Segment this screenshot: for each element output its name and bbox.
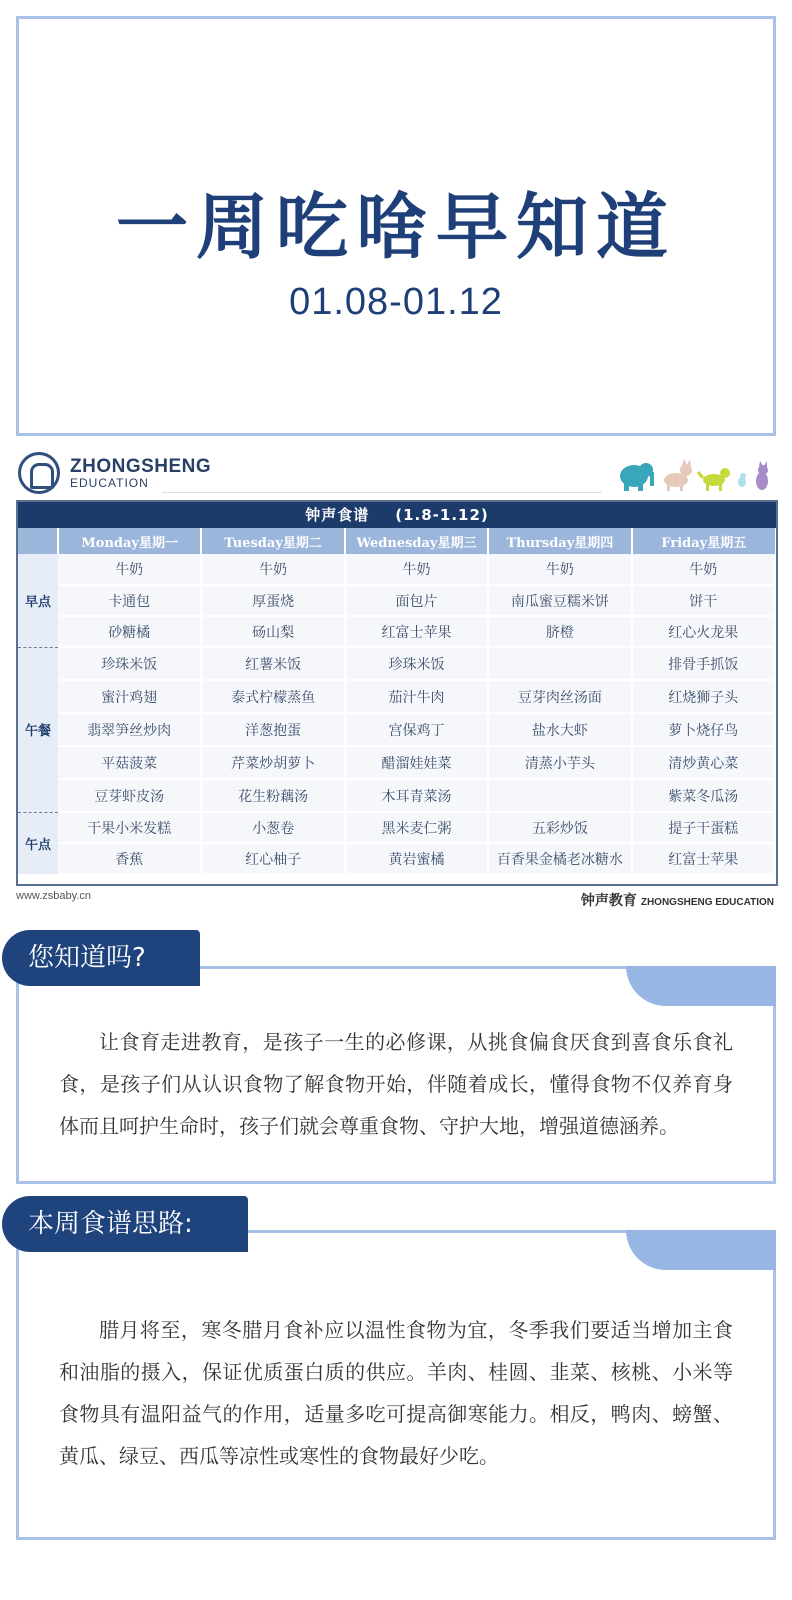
menu-cell: 脐橙 bbox=[488, 616, 631, 647]
section-tag-did-you-know: 您知道吗? bbox=[2, 930, 200, 986]
brand-subtitle: EDUCATION bbox=[70, 476, 149, 490]
menu-cell: 芹菜炒胡萝卜 bbox=[201, 746, 344, 779]
meal-label: 午点 bbox=[18, 812, 58, 874]
brand-name: ZHONGSHENG bbox=[70, 456, 212, 477]
footer-brand-en: ZHONGSHENG EDUCATION bbox=[640, 897, 774, 908]
page-title: 一周吃啥早知道 bbox=[115, 185, 676, 269]
menu-cell: 红心柚子 bbox=[201, 843, 344, 874]
table-row bbox=[18, 616, 775, 647]
meal-label: 早点 bbox=[18, 554, 58, 647]
menu-cell: 牛奶 bbox=[201, 554, 344, 585]
menu-cell: 砂糖橘 bbox=[58, 616, 201, 647]
menu-cell: 红心火龙果 bbox=[632, 616, 775, 647]
day-header: Friday星期五 bbox=[632, 528, 775, 554]
menu-cell: 牛奶 bbox=[632, 554, 775, 585]
dog-icon bbox=[698, 468, 730, 491]
menu-cell: 干果小米发糕 bbox=[58, 812, 201, 843]
menu-cell: 花生粉藕汤 bbox=[201, 779, 344, 812]
menu-cell: 卡通包 bbox=[58, 585, 201, 616]
menu-cell: 平菇菠菜 bbox=[58, 746, 201, 779]
menu-cell: 五彩炒饭 bbox=[488, 812, 631, 843]
menu-period: (1.8-1.12) bbox=[395, 506, 489, 524]
menu-cell: 清炒黄心菜 bbox=[632, 746, 775, 779]
table-row bbox=[18, 746, 775, 779]
menu-cell: 砀山梨 bbox=[201, 616, 344, 647]
brand-logo-icon bbox=[18, 452, 60, 494]
day-header: Wednesday星期三 bbox=[345, 528, 488, 554]
table-row bbox=[18, 680, 775, 713]
menu-header bbox=[18, 502, 776, 528]
bird-icon bbox=[738, 473, 746, 487]
table-row bbox=[18, 554, 775, 585]
day-header: Monday星期一 bbox=[58, 528, 201, 554]
menu-cell: 翡翠笋丝炒肉 bbox=[58, 713, 201, 746]
menu-cell: 小葱卷 bbox=[201, 812, 344, 843]
menu-cell: 珍珠米饭 bbox=[345, 647, 488, 680]
corner-decoration bbox=[626, 1230, 776, 1270]
meal-label: 午餐 bbox=[18, 647, 58, 812]
menu-cell: 面包片 bbox=[345, 585, 488, 616]
title-card bbox=[16, 16, 776, 436]
table-row bbox=[18, 585, 775, 616]
menu-cell bbox=[488, 647, 631, 680]
table-row bbox=[18, 812, 775, 843]
menu-cell: 珍珠米饭 bbox=[58, 647, 201, 680]
menu-cell: 泰式柠檬蒸鱼 bbox=[201, 680, 344, 713]
menu-cell: 宫保鸡丁 bbox=[345, 713, 488, 746]
menu-cell bbox=[488, 779, 631, 812]
menu-title: 钟声食谱 bbox=[305, 506, 370, 524]
menu-cell: 排骨手抓饭 bbox=[632, 647, 775, 680]
table-row bbox=[18, 713, 775, 746]
menu-cell: 红薯米饭 bbox=[201, 647, 344, 680]
corner-decoration bbox=[626, 966, 776, 1006]
table-row bbox=[18, 779, 775, 812]
menu-cell: 茄汁牛肉 bbox=[345, 680, 488, 713]
menu-cell: 木耳青菜汤 bbox=[345, 779, 488, 812]
menu-cell: 黑米麦仁粥 bbox=[345, 812, 488, 843]
menu-cell: 饼干 bbox=[632, 585, 775, 616]
menu-cell: 提子干蛋糕 bbox=[632, 812, 775, 843]
menu-grid bbox=[18, 528, 776, 875]
menu-image bbox=[12, 446, 782, 916]
menu-cell: 豆芽虾皮汤 bbox=[58, 779, 201, 812]
menu-cell: 厚蛋烧 bbox=[201, 585, 344, 616]
section-text: 腊月将至，寒冬腊月食补应以温性食物为宜，冬季我们要适当增加主食和油脂的摄入，保证优质蛋白质的供应。羊肉、桂圆、韭菜、核桃、小米等食物具有温阳益气的作用，适量多吃可提高御寒能力。相反，鸭肉、螃蟹、黄瓜、绿豆、西瓜等凉性或寒性的食物最好少吃。 bbox=[59, 1318, 733, 1468]
menu-cell: 清蒸小芋头 bbox=[488, 746, 631, 779]
brand-row bbox=[12, 446, 782, 500]
menu-cell: 南瓜蜜豆糯米饼 bbox=[488, 585, 631, 616]
menu-cell: 豆芽肉丝汤面 bbox=[488, 680, 631, 713]
section-tag-menu-ideas: 本周食谱思路: bbox=[2, 1196, 248, 1252]
cat-icon bbox=[664, 459, 692, 491]
menu-cell: 盐水大虾 bbox=[488, 713, 631, 746]
menu-cell: 红富士苹果 bbox=[345, 616, 488, 647]
menu-cell: 红富士苹果 bbox=[632, 843, 775, 874]
day-header: Tuesday星期二 bbox=[201, 528, 344, 554]
footer-brand-cn: 钟声教育 bbox=[580, 893, 637, 909]
date-range: 01.08-01.12 bbox=[289, 281, 503, 323]
elephant-icon bbox=[620, 463, 654, 491]
website-url: www.zsbaby.cn bbox=[16, 890, 91, 902]
section-text: 让食育走进教育，是孩子一生的必修课，从挑食偏食厌食到喜食乐食礼食，是孩子们从认识食物了解食物开始，伴随着成长，懂得食物不仅养育身体而且呵护生命时，孩子们就会尊重食物、守护大地，增强道德涵养。 bbox=[59, 1030, 733, 1138]
table-row bbox=[18, 843, 775, 874]
menu-cell: 牛奶 bbox=[488, 554, 631, 585]
menu-cell: 萝卜烧仔鸟 bbox=[632, 713, 775, 746]
info-card-did-you-know bbox=[16, 966, 776, 1184]
menu-cell: 红烧狮子头 bbox=[632, 680, 775, 713]
menu-cell: 香蕉 bbox=[58, 843, 201, 874]
table-row bbox=[18, 647, 775, 680]
menu-cell: 紫菜冬瓜汤 bbox=[632, 779, 775, 812]
menu-cell: 黄岩蜜橘 bbox=[345, 843, 488, 874]
menu-cell: 洋葱抱蛋 bbox=[201, 713, 344, 746]
menu-cell: 牛奶 bbox=[345, 554, 488, 585]
day-header: Thursday星期四 bbox=[488, 528, 631, 554]
cat-small-icon bbox=[756, 461, 768, 490]
menu-cell: 醋溜娃娃菜 bbox=[345, 746, 488, 779]
corner-cell bbox=[18, 528, 58, 554]
animals-decoration bbox=[616, 456, 776, 492]
divider bbox=[162, 492, 602, 493]
menu-cell: 蜜汁鸡翅 bbox=[58, 680, 201, 713]
info-card-menu-ideas bbox=[16, 1230, 776, 1540]
menu-cell: 百香果金橘老冰糖水 bbox=[488, 843, 631, 874]
menu-cell: 牛奶 bbox=[58, 554, 201, 585]
footer-brand bbox=[581, 890, 774, 910]
menu-table bbox=[16, 500, 778, 886]
